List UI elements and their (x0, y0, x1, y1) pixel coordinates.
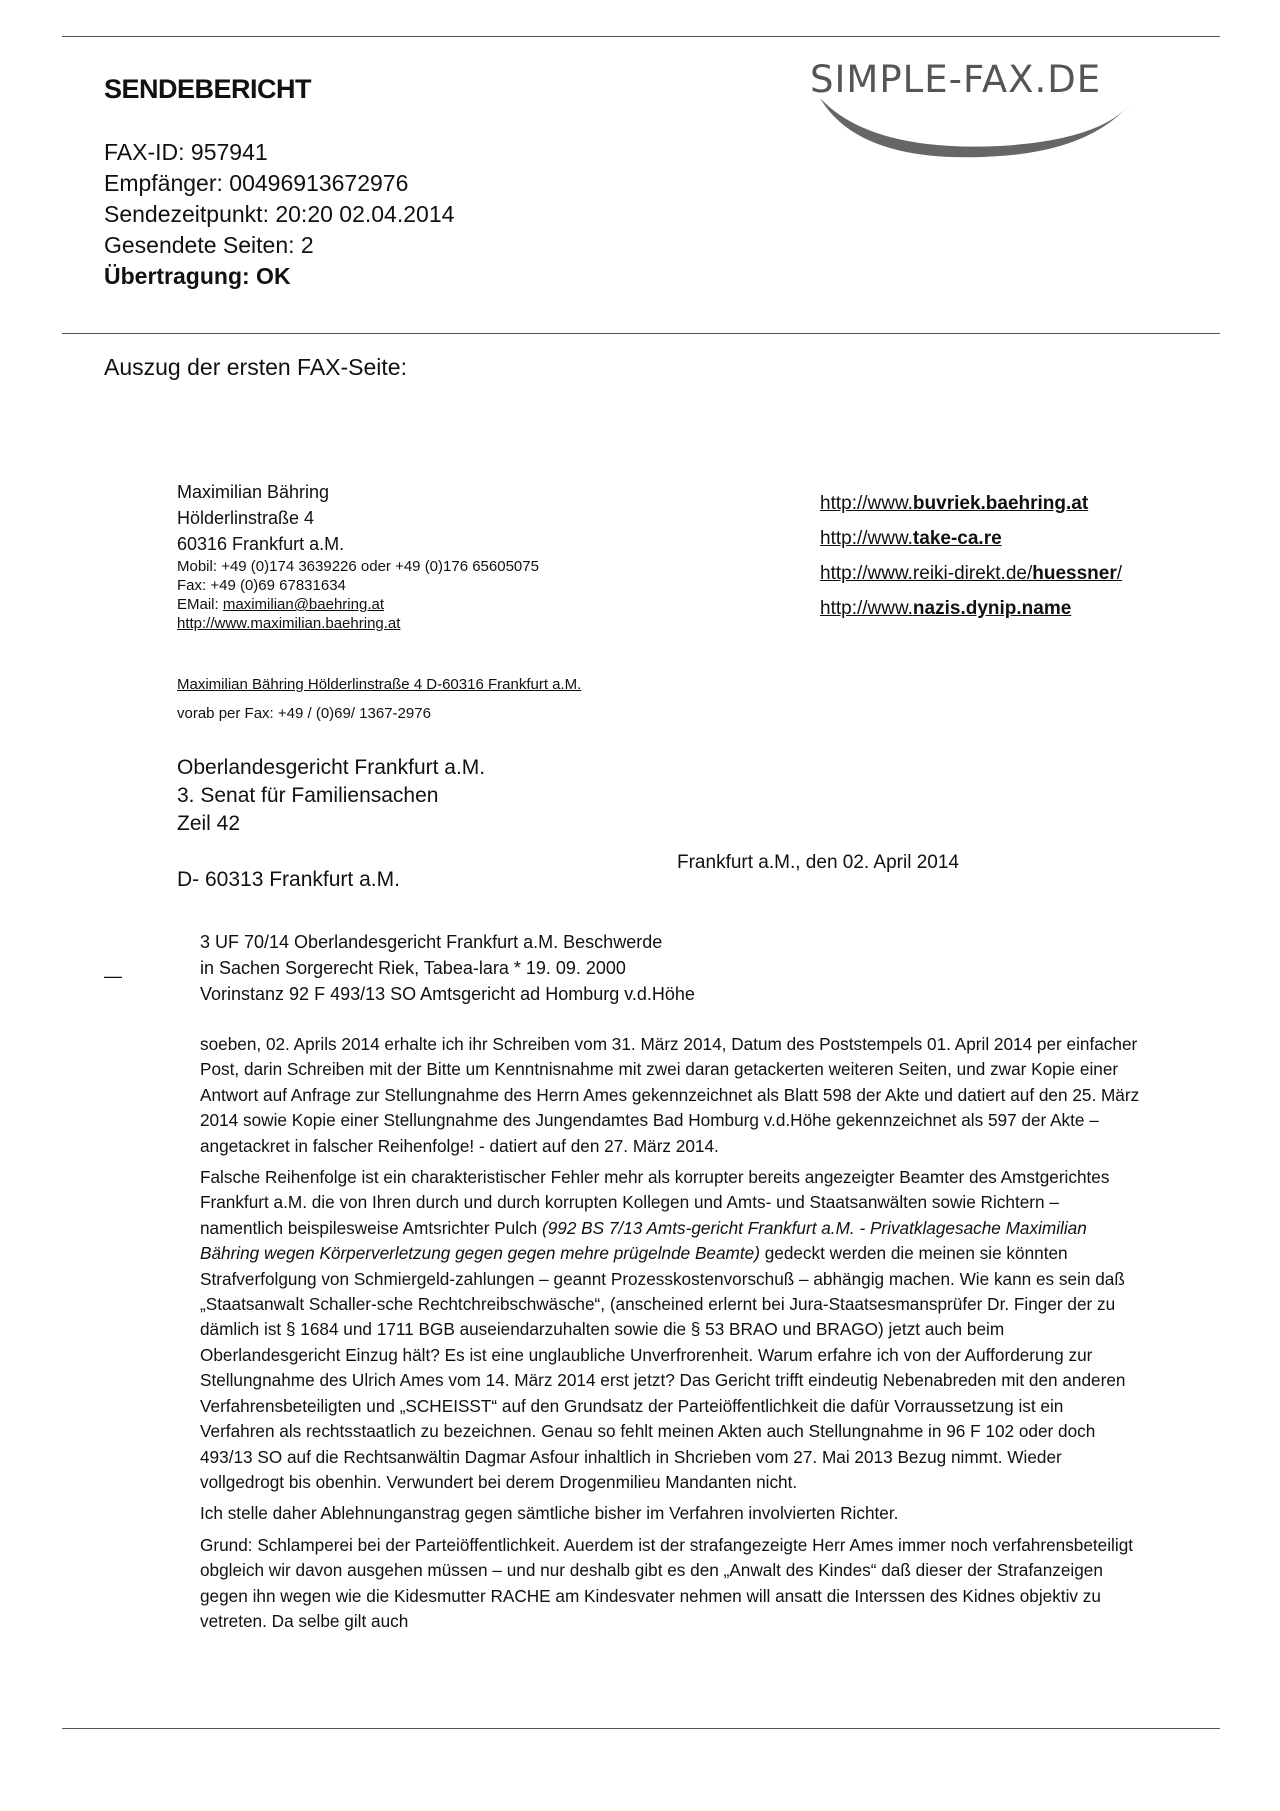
sender-mobile (177, 557, 539, 576)
sender-name: Maximilian Bähring (177, 482, 330, 502)
link-prefix: http://www. (820, 528, 913, 549)
top-divider (62, 36, 1220, 37)
mobile-label: Mobil: (177, 558, 218, 575)
email-label: EMail: (177, 596, 219, 613)
link-domain: take-ca.re (912, 528, 1002, 549)
fax-note: vorab per Fax: +49 / (0)69/ 1367-2976 (177, 705, 431, 722)
letter-body (200, 1032, 1140, 1640)
link-buvriek[interactable] (820, 486, 1122, 521)
sender-block (177, 479, 539, 633)
paragraph-1: soeben, 02. Aprils 2014 erhalte ich ihr Schreiben vom 31. März 2014, Datum des Poststempels 01. April 2014 per einfacher Post, darin Schreiben mit der Bitte um Kenntnisnahme mit zwei daran getackerten weiteren Seiten, und zwar Kopie einer Antwort auf Anfrage zur Stellungnahme des Herrn Ames gekennzeichnet als Blatt 598 der Akte und datiert auf den 25. März 2014 sowie Kopie einer Stellungnahme des Jungendamtes Bad Homburg v.d.Höhe gekennzeichnet als 597 der Akte – angetackret in falscher Reihenfolge! - datiert auf den 27. März 2014. (200, 1034, 1140, 1156)
paragraph-3: Ich stelle daher Ablehnunganstrag gegen sämtliche bisher im Verfahren involvierten Richter. (200, 1503, 899, 1524)
paragraph-2 (200, 1165, 1140, 1495)
logo-text: SIMPLE-FAX.DE (810, 58, 1102, 101)
sender-city: 60316 Frankfurt a.M. (177, 534, 345, 554)
recipient-number: Empfänger: 00496913672976 (104, 170, 409, 196)
recipient-address (177, 754, 485, 838)
middle-divider (62, 333, 1220, 334)
fold-mark: — (104, 966, 122, 986)
send-time: Sendezeitpunkt: 20:20 02.04.2014 (104, 201, 455, 227)
date-line: Frankfurt a.M., den 02. April 2014 (677, 852, 959, 873)
sender-email (177, 595, 539, 614)
link-domain: nazis.dynip.name (912, 598, 1072, 619)
report-fields (104, 137, 454, 292)
subject-line-2: in Sachen Sorgerecht Riek, Tabea-lara * 19. 09. 2000 (200, 958, 626, 978)
recipient-line-1: Oberlandesgericht Frankfurt a.M. (177, 756, 486, 779)
link-prefix: http://www. (820, 598, 913, 619)
recipient-line-2: 3. Senat für Familiensachen (177, 784, 439, 807)
sent-pages: Gesendete Seiten: 2 (104, 232, 314, 258)
recipient-city: D- 60313 Frankfurt a.M. (177, 868, 400, 891)
website-links (820, 486, 1122, 626)
paragraph-4: Grund: Schlamperei bei der Parteiöffentlichkeit. Auerdem ist der strafangezeigte Herr Ames immer noch verfahrensbeteiligt obgleich wir davon ausgehen müssen – und nur deshalb gibt es den „Anwalt des Kindes“ daß dieser der Strafanzeigen gegen ihn wegen wie die Kidesmutter RACHE am Kindesvater nehmen will ansatt die Interssen des Kidnes objektiv zu vetreten. Da selbe gilt auch (200, 1534, 1134, 1631)
paragraph-2-part-b: gedeckt werden die meinen sie könnten Strafverfolgung von Schmiergeld-zahlungen – geannt Prozesskostenvorschuß – abhängig machen. Wie kann es sein daß „Staatsanwalt Schaller-sche Rechtchreibschwäsche“, (anscheined erlernt bei Jura-Staatsesmansprüfer Dr. Finger der zu dämlich ist § 1684 und 1711 BGB auseiendarzuhalten sowie die § 53 BRAO und BRAGO) jetzt auch beim Oberlandesgericht Einzug hält? (200, 1243, 1125, 1365)
simple-fax-logo (800, 56, 1220, 166)
link-take-ca[interactable] (820, 521, 1122, 556)
sender-web-link[interactable]: http://www.maximilian.baehring.at (177, 615, 401, 632)
link-prefix: http://www. (820, 493, 913, 514)
report-title: SENDEBERICHT (104, 74, 312, 104)
paragraph-2-part-c: Warum erfahre ich von der Aufforderung zur Stellungnahme des Ulrich Ames vom 14. März 2014 erst jetzt? Das Gericht trifft eindeutig Nebenabreden mit den anderen Verfahrensbeteiligten und „SCHEISST“ auf den Grundsatz der Parteiöffentlichkeit die dafür Vorraussetzung ist ein Verfahren als rechtsstaatlich zu bezeichnen. Genau so fehlt meinen Akten auch Stellungnahme in 96 F (200, 1344, 1126, 1442)
subject-line-3: Vorinstanz 92 F 493/13 SO Amtsgericht ad Homburg v.d.Höhe (200, 984, 695, 1004)
email-link[interactable]: maximilian@baehring.at (222, 596, 384, 613)
paragraph-2-case-reference: (992 BS 7/13 Amts-gericht Frankfurt a.M. - Privatklagesache Maximilian Bähring wegen Körperverletzung gegen gegen mehre prügelnde Beamte) (200, 1217, 1087, 1264)
subject-line-1: 3 UF 70/14 Oberlandesgericht Frankfurt a.M. Beschwerde (200, 932, 663, 952)
excerpt-label: Auszug der ersten FAX-Seite: (104, 354, 407, 380)
logo-swoosh (820, 98, 1130, 157)
transmission-status: Übertragung: OK (104, 263, 291, 289)
link-domain: huessner (1032, 563, 1117, 584)
paragraph-2-part-d: /13 SO auf die Rechtsanwältin Dagmar Asfour inhaltlich in Shcrieben vom 27. Mai 2013 Bezug nimmt. Wieder vollgedrogt bis obenhin. Verwundert bei derem Drogenmilieu Mandanten nicht. (200, 1446, 1062, 1492)
paragraph-2-lead: Falsche Reihenfolge ist ein charakteristischer Fehler (200, 1167, 600, 1188)
paragraph-2-emphasis: Es ist eine unglaubliche Unverfrorenheit. (444, 1344, 754, 1365)
mobile-value: +49 (0)174 3639226 oder +49 (0)176 65605075 (221, 558, 539, 575)
link-prefix: http://www.reiki-direkt.de/ (820, 563, 1033, 584)
sender-fax: Fax: +49 (0)69 67831634 (177, 577, 346, 594)
bottom-divider (62, 1728, 1220, 1729)
return-address: Maximilian Bähring Hölderlinstraße 4 D-60316 Frankfurt a.M. (177, 676, 582, 693)
paragraph-2-case-number: 102 oder doch 493 (200, 1421, 1096, 1467)
fax-id: FAX-ID: 957941 (104, 139, 268, 165)
recipient-line-3: Zeil 42 (177, 812, 241, 835)
subject-block (200, 929, 695, 1007)
link-suffix: / (1116, 563, 1123, 584)
paragraph-2-part-a: mehr als korrupter bereits angezeigter Beamter des Amstgerichtes Frankfurt a.M. die von Ihren durch und durch korrupten Kollegen und Amts- und Staatsanwälten sowie Richtern – namentlich beispilesweise Amtsrichter Pulch (200, 1167, 1110, 1238)
link-domain: buvriek.baehring.at (912, 493, 1089, 514)
link-nazis-dynip[interactable] (820, 591, 1122, 626)
link-reiki-direkt[interactable] (820, 556, 1122, 591)
sender-street: Hölderlinstraße 4 (177, 508, 315, 528)
